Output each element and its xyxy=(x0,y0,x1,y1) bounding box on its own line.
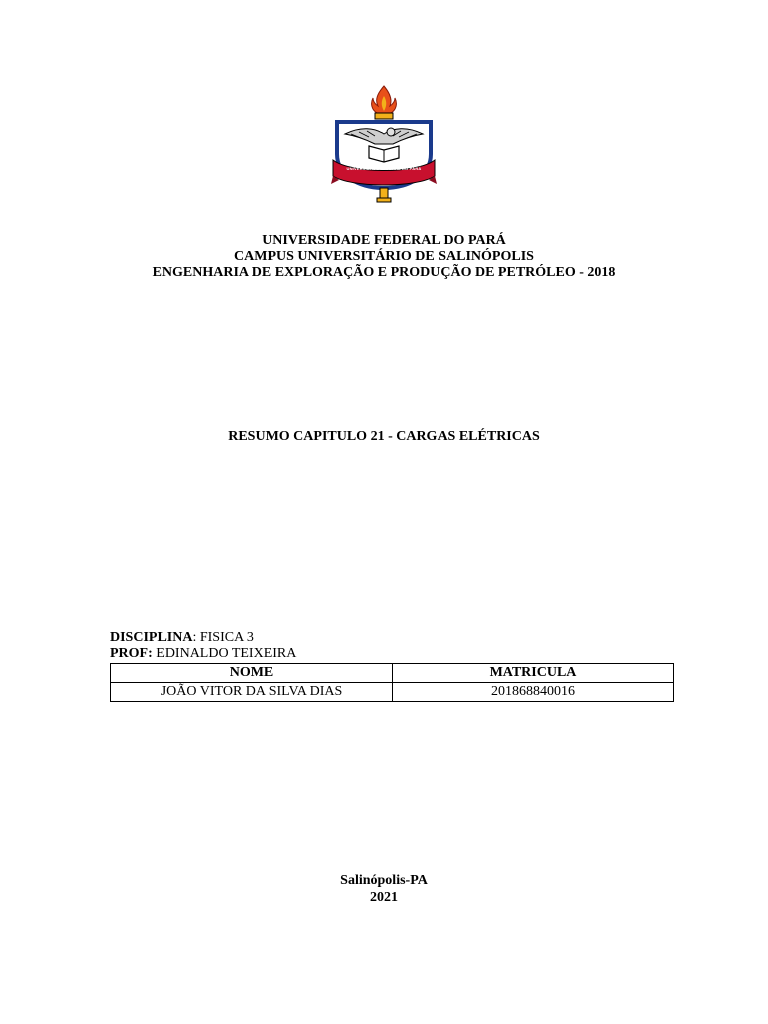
logo-ribbon-text: UNIVERSIDADE FEDERAL DO PARÁ xyxy=(346,166,422,171)
document-title: RESUMO CAPITULO 21 - CARGAS ELÉTRICAS xyxy=(228,429,540,444)
course-name: ENGENHARIA DE EXPLORAÇÃO E PRODUÇÃO DE PETRÓLEO - 2018 xyxy=(152,265,616,280)
year: 2021 xyxy=(370,890,398,905)
professor-label: PROF: xyxy=(110,646,153,661)
name-column-header: NOME xyxy=(111,664,393,683)
discipline-label: DISCIPLINA xyxy=(110,630,193,645)
student-registration: 201868840016 xyxy=(393,683,674,702)
professor-line xyxy=(110,646,296,662)
university-name: UNIVERSIDADE FEDERAL DO PARÁ xyxy=(262,233,506,248)
document-footer xyxy=(0,872,768,906)
city: Salinópolis-PA xyxy=(340,873,428,888)
professor-value: EDINALDO TEIXEIRA xyxy=(152,646,297,661)
table-row xyxy=(111,683,674,702)
campus-name: CAMPUS UNIVERSITÁRIO DE SALINÓPOLIS xyxy=(234,249,534,264)
discipline-line xyxy=(110,630,296,646)
institution-header xyxy=(0,233,768,281)
course-info xyxy=(110,630,296,662)
registration-column-header: MATRICULA xyxy=(393,664,674,683)
student-table xyxy=(110,663,674,702)
university-logo xyxy=(331,84,437,204)
student-name: JOÃO VITOR DA SILVA DIAS xyxy=(111,683,393,702)
discipline-value: : FISICA 3 xyxy=(192,630,254,645)
table-header-row xyxy=(111,664,674,683)
